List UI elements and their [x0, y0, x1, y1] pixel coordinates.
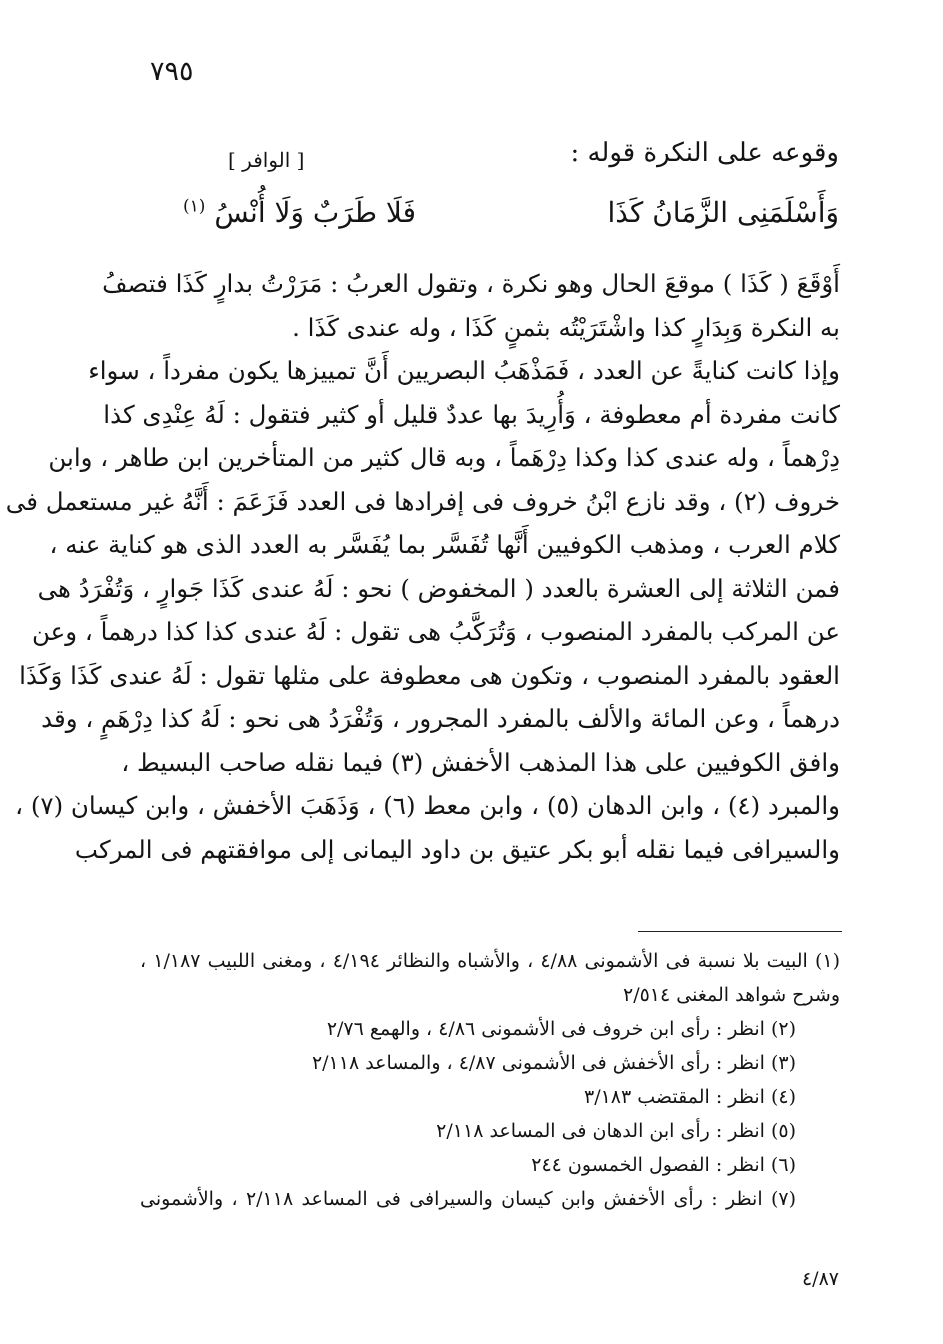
- body-line: العقود بالمفرد المنصوب ، وتكون هى معطوفة على مثلها تقول : لَهُ عندى كَذَا وَكَذَا: [19, 660, 840, 690]
- body-line: والسيرافى فيما نقله أبو بكر عتيق بن داود اليمانى إلى موافقتهم فى المركب: [74, 834, 840, 864]
- footnote-1: (١) البيت بلا نسبة فى الأشمونى ٤/٨٨ ، والأشباه والنظائر ٤/١٩٤ ، ومغنى اللبيب ١/١٨٧ ،: [140, 950, 840, 972]
- footnote-5: (٥) انظر : رأى ابن الدهان فى المساعد ٢/١١٨: [436, 1120, 796, 1142]
- verse-intro: وقوعه على النكرة قوله :: [570, 138, 839, 168]
- second-hemistich-wrap: [183, 196, 416, 229]
- body-text: [5, 262, 840, 871]
- footnote-4: (٤) انظر : المقتضب ٣/١٨٣: [583, 1086, 796, 1108]
- footnote-7-continued: ٤/٨٧: [801, 1268, 839, 1290]
- body-line: كلام العرب ، ومذهب الكوفيين أَنَّها تُفَسَّر بما يُفَسَّر به العدد الذى هو كناية عنه ،: [49, 530, 840, 559]
- body-line: دِرْهماً ، وله عندى كذا وكذا دِرْهَماً ، وبه قال كثير من المتأخرين ابن طاهر ، وابن: [48, 443, 840, 472]
- body-line: أَوْقَعَ ( كَذَا ) موقعَ الحال وهو نكرة ، وتقول العربُ : مَرَرْتُ بدارٍ كَذَا فتصفُ: [102, 269, 840, 298]
- body-line: عن المركب بالمفرد المنصوب ، وَتُرَكَّبُ هى تقول : لَهُ عندى كذا كذا درهماً ، وعن: [32, 617, 840, 646]
- footnotes: [140, 944, 840, 1216]
- first-hemistich: وَأَسْلَمَنِى الزَّمَانُ كَذَا: [607, 196, 839, 229]
- body-line: فمن الثلاثة إلى العشرة بالعدد ( المخفوض ) نحو : لَهُ عندى كَذَا جَوارٍ ، وَتُفْرَدُ هى: [37, 573, 840, 603]
- body-line: وافق الكوفيين على هذا المذهب الأخفش (٣) فيما نقله صاحب البسيط ،: [121, 747, 840, 777]
- footnote-1-continued: وشرح شواهد المغنى ٢/٥١٤: [623, 984, 840, 1006]
- footnote-3: (٣) انظر : رأى الأخفش فى الأشمونى ٤/٨٧ ، والمساعد ٢/١١٨: [311, 1052, 796, 1074]
- body-line: به النكرة وَبِدَارٍ كذا واشْتَرَيْتُه بثمنٍ كَذَا ، وله عندى كَذَا .: [292, 312, 840, 342]
- meter-label: [ الوافر ]: [228, 148, 305, 172]
- footnote-2: (٢) انظر : رأى ابن خروف فى الأشمونى ٤/٨٦ ، والهمع ٢/٧٦: [326, 1018, 796, 1040]
- verse-footnote-ref: (١): [183, 196, 206, 217]
- body-line: وإذا كانت كنايةً عن العدد ، فَمَذْهَبُ البصريين أَنَّ تمييزها يكون مفرداً ، سواء: [88, 356, 840, 385]
- body-line: والمبرد (٤) ، وابن الدهان (٥) ، وابن معط (٦) ، وَذَهَبَ الأخفش ، وابن كيسان (٧) ،: [15, 791, 840, 820]
- page-number: ٧٩٥: [150, 56, 194, 87]
- body-line: كانت مفردة أم معطوفة ، وَأُرِيدَ بها عددٌ قليل أو كثير فتقول : لَهُ عِنْدِى كذا: [103, 399, 840, 429]
- body-line: خروف (٢) ، وقد نازع ابْنُ خروف فى إفرادها فى العدد فَزَعَمَ : أَنَّهُ غير مستعمل فى: [5, 486, 840, 516]
- footnote-separator: [638, 931, 842, 932]
- poetry-verse: [139, 196, 839, 246]
- footnote-6: (٦) انظر : الفصول الخمسون ٢٤٤: [531, 1154, 796, 1176]
- footnote-7: (٧) انظر : رأى الأخفش وابن كيسان والسيرافى فى المساعد ٢/١١٨ ، والأشمونى: [140, 1188, 796, 1210]
- second-hemistich: فَلَا طَرَبٌ وَلَا أُنْسُ: [214, 196, 416, 229]
- body-line: درهماً ، وعن المائة والألف بالمفرد المجرور ، وَتُفْرَدُ هى نحو : لَهُ كذا دِرْهَمٍ ، وقد: [41, 704, 840, 733]
